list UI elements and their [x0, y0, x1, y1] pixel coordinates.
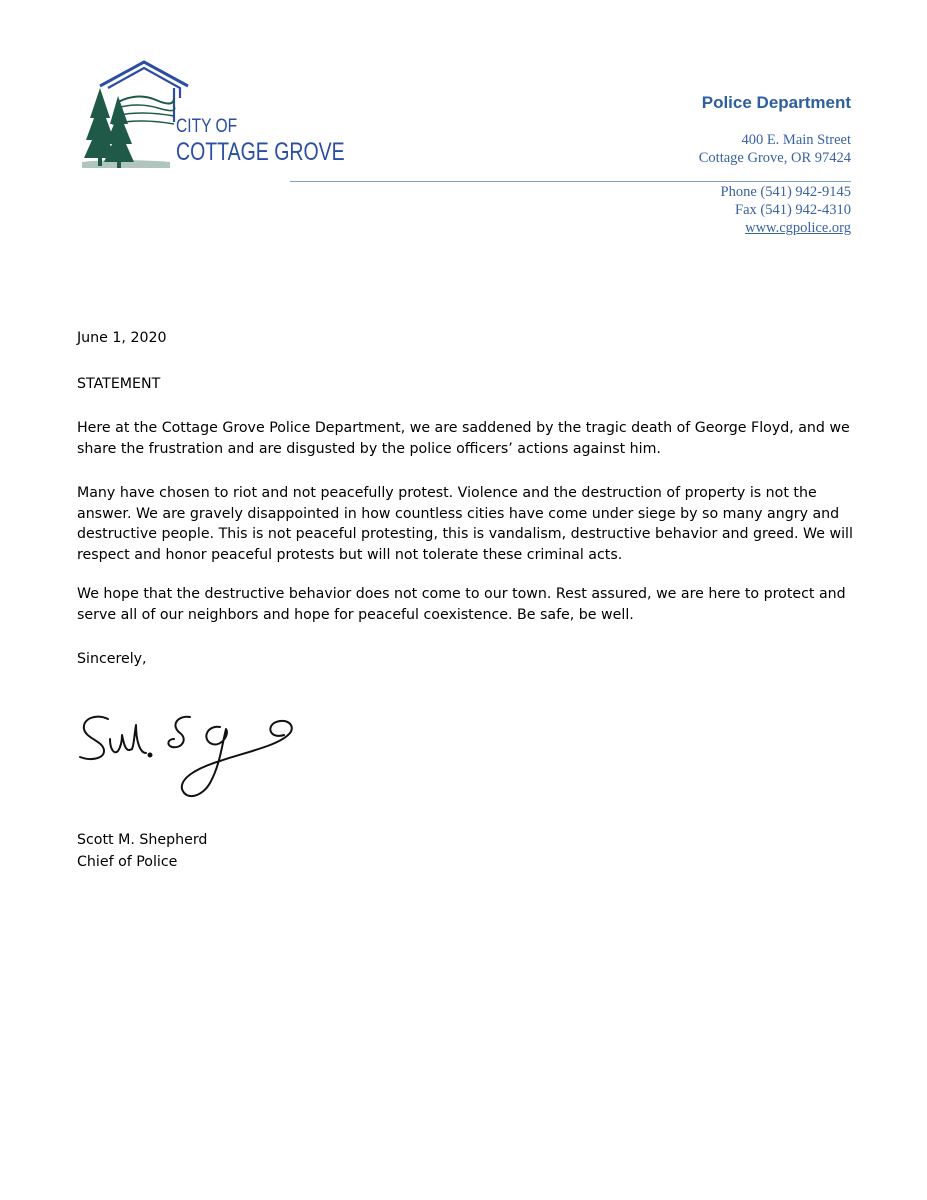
letter-date: June 1, 2020 — [77, 330, 167, 346]
logo-text-city-of: CITY OF — [176, 116, 238, 137]
paragraph-2 — [77, 483, 857, 565]
logo-text-cottage-grove: COTTAGE GROVE — [176, 138, 345, 166]
header-divider — [290, 181, 851, 182]
paragraph-text: We hope that the destructive behavior does not come to our town. Rest assured, we are here to protect and serve all of our neighbors and hope for peaceful coexistence. Be safe, be well. — [77, 586, 846, 623]
address-city: Cottage Grove, OR 97424 — [698, 150, 851, 166]
letter-closing: Sincerely, — [77, 651, 147, 667]
paragraph-1 — [77, 418, 857, 459]
handwritten-signature — [70, 705, 310, 810]
paragraph-text: Here at the Cottage Grove Police Department, we are saddened by the tragic death of George Floyd, and we share the frustration and are disgusted by the police officers’ actions against him. — [77, 420, 850, 457]
city-logo — [78, 58, 345, 178]
paragraph-3 — [77, 584, 857, 625]
signer-name: Scott M. Shepherd — [77, 832, 208, 848]
letter-heading: STATEMENT — [77, 376, 161, 392]
website-link[interactable]: www.cgpolice.org — [745, 220, 851, 236]
department-name: Police Department — [701, 93, 851, 112]
phone-number: Phone (541) 942-9145 — [720, 184, 851, 200]
fax-number: Fax (541) 942-4310 — [735, 202, 851, 218]
contact-block — [721, 183, 852, 237]
address-street: 400 E. Main Street — [741, 132, 851, 148]
signer-title: Chief of Police — [77, 854, 178, 870]
paragraph-text: Many have chosen to riot and not peacefully protest. Violence and the destruction of property is not the answer. We are gravely disappointed in how countless cities have come under siege by so many angry and destructive people. This is not peaceful protesting, this is vandalism, destructive behavior and greed. We will respect and honor peaceful protests but will not tolerate these criminal acts. — [77, 485, 853, 563]
